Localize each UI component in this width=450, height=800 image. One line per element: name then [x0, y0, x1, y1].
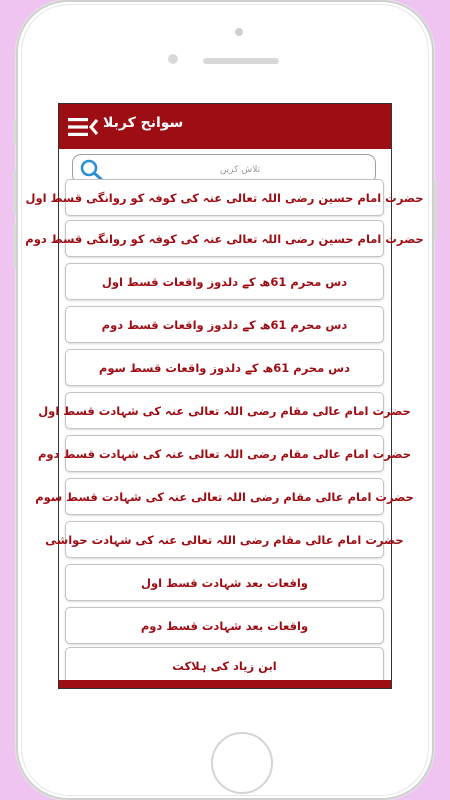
- power-button: [434, 180, 437, 240]
- list-item[interactable]: [65, 349, 384, 386]
- list-item-label: دس محرم 61ھ کے دلدوز واقعات قسط اول: [101, 274, 348, 289]
- menu-back-icon[interactable]: [68, 118, 98, 136]
- search-icon[interactable]: [79, 159, 105, 181]
- chapter-list: [25, 187, 424, 688]
- list-item-label: حضرت امام عالی مقام رضی اللہ تعالی عنہ کی شہادت قسط اول: [38, 403, 411, 418]
- list-item[interactable]: [35, 478, 414, 515]
- app-bar: [59, 104, 391, 149]
- list-item-label: واقعات بعد شہادت قسط دوم: [140, 618, 309, 633]
- list-item[interactable]: [65, 647, 384, 684]
- list-item-label: حضرت امام حسین رضی اللہ تعالی عنہ کی کوفہ کو روانگی قسط اول: [25, 190, 424, 205]
- list-item[interactable]: [25, 179, 424, 216]
- proximity-sensor: [168, 54, 178, 64]
- front-camera: [235, 28, 243, 36]
- list-item-label: ابن زیاد کی ہلاکت: [172, 658, 277, 673]
- list-item-label: دس محرم 61ھ کے دلدوز واقعات قسط دوم: [101, 317, 348, 332]
- list-item-label: حضرت امام عالی مقام رضی اللہ تعالی عنہ کی شہادت حواشی: [45, 532, 404, 547]
- list-item[interactable]: [25, 220, 424, 257]
- list-item-label: دس محرم 61ھ کے دلدوز واقعات قسط سوم: [98, 360, 351, 375]
- list-item[interactable]: [65, 607, 384, 644]
- bottom-bar: [59, 680, 391, 688]
- home-button[interactable]: [211, 732, 273, 794]
- list-item-label: حضرت امام عالی مقام رضی اللہ تعالی عنہ کی شہادت قسط سوم: [35, 489, 414, 504]
- list-item[interactable]: [65, 306, 384, 343]
- earpiece-speaker: [203, 58, 279, 64]
- list-item[interactable]: [38, 392, 411, 429]
- list-item-label: حضرت امام حسین رضی اللہ تعالی عنہ کی کوفہ کو روانگی قسط دوم: [25, 231, 424, 246]
- list-item-label: واقعات بعد شہادت قسط اول: [141, 575, 308, 590]
- app-title: سوانح کربلا: [103, 115, 184, 131]
- volume-up-button: [13, 170, 16, 214]
- mute-switch: [13, 120, 16, 144]
- volume-down-button: [13, 224, 16, 268]
- list-item[interactable]: [37, 435, 412, 472]
- list-item[interactable]: [45, 521, 404, 558]
- app-screen: [25, 103, 424, 689]
- list-item[interactable]: [65, 263, 384, 300]
- list-item[interactable]: [65, 564, 384, 601]
- list-item-label: حضرت امام عالی مقام رضی اللہ تعالی عنہ کی شہادت قسط دوم: [37, 446, 412, 461]
